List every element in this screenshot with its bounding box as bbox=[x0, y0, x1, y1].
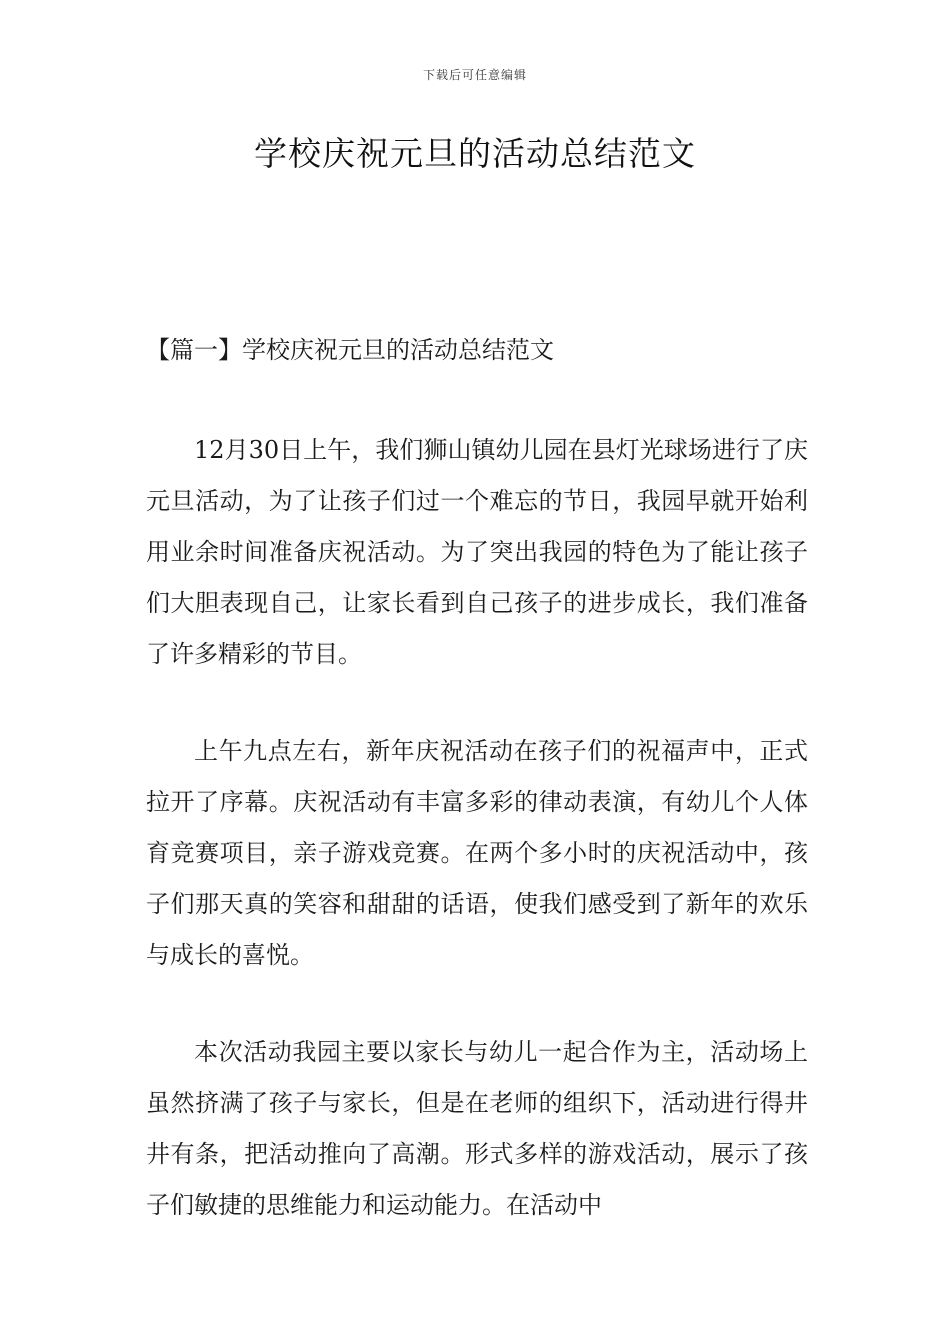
document-body bbox=[146, 425, 808, 1231]
page-header-note: 下载后可任意编辑 bbox=[422, 68, 527, 82]
paragraph-2: 上午九点左右，新年庆祝活动在孩子们的祝福声中，正式拉开了序幕。庆祝活动有丰富多彩的律动表演，有幼儿个人体育竞赛项目，亲子游戏竞赛。在两个多小时的庆祝活动中，孩子们那天真的笑容和甜甜的话语，使我们感受到了新年的欢乐与成长的喜悦。 bbox=[146, 737, 808, 969]
paragraph-3: 本次活动我园主要以家长与幼儿一起合作为主，活动场上虽然挤满了孩子与家长，但是在老师的组织下，活动进行得井井有条，把活动推向了高潮。形式多样的游戏活动，展示了孩子们敏捷的思维能力和运动能力。在活动中 bbox=[146, 1038, 808, 1219]
paragraph-1: 12月30日上午，我们狮山镇幼儿园在县灯光球场进行了庆元旦活动，为了让孩子们过一个难忘的节日，我园早就开始利用业余时间准备庆祝活动。为了突出我园的特色为了能让孩子们大胆表现自己，让家长看到自己孩子的进步成长，我们准备了许多精彩的节目。 bbox=[146, 436, 808, 668]
section-heading: 【篇一】学校庆祝元旦的活动总结范文 bbox=[146, 336, 554, 364]
document-title: 学校庆祝元旦的活动总结范文 bbox=[254, 134, 696, 173]
